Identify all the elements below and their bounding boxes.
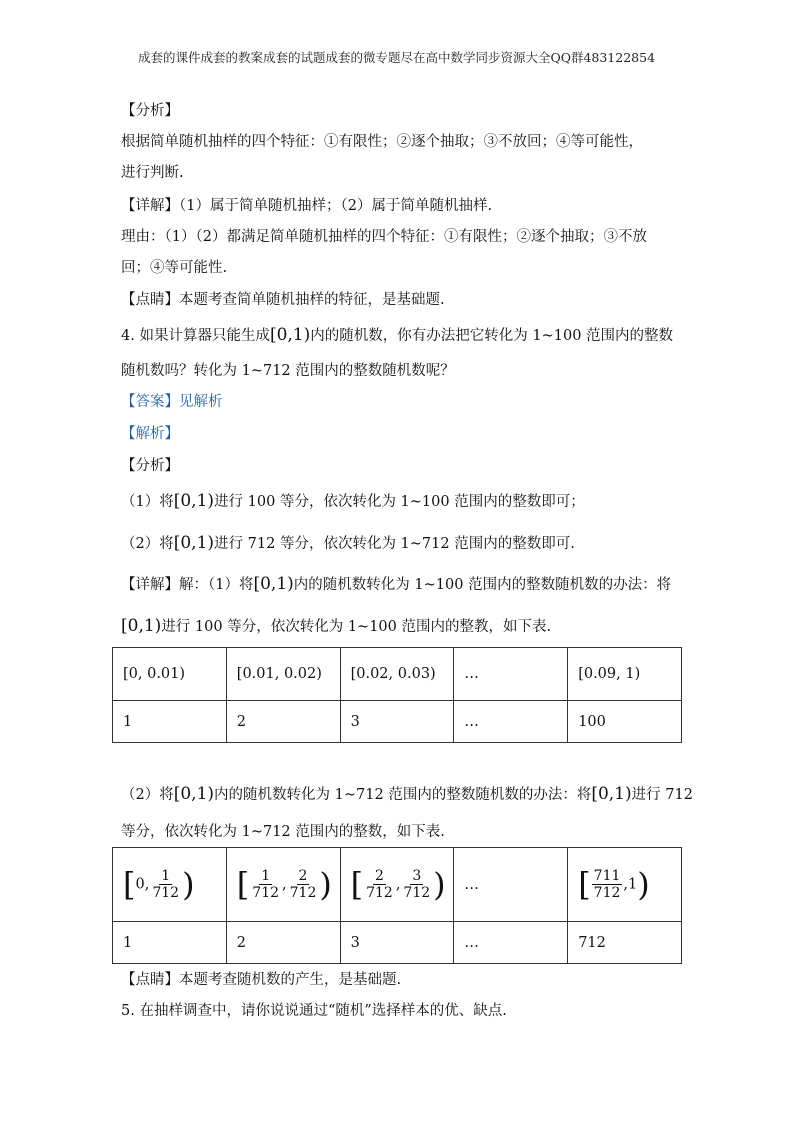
stem-text-b: 内的随机数，你有办法把它转化为 1~100 范围内的整数 bbox=[310, 328, 674, 344]
table-cell: 2 bbox=[226, 922, 340, 964]
table-cell: 100 bbox=[568, 701, 682, 743]
analysis-text-line-2: 进行判断. bbox=[121, 165, 184, 181]
table-cell: … bbox=[454, 848, 568, 922]
step-text: 进行 712 等分，依次转化为 1~712 范围内的整数即可. bbox=[214, 536, 575, 552]
table-cell: [ $\frac{1}{712}$ , $\frac{2}{712}$ ) bbox=[226, 848, 340, 922]
conversion-table-1 bbox=[112, 647, 682, 743]
table-cell: [0, $\frac{1}{712}$ ) bbox=[113, 848, 227, 922]
denominator: 712 bbox=[366, 885, 393, 901]
denominator: 712 bbox=[152, 885, 180, 901]
table-cell: 2 bbox=[226, 701, 340, 743]
table-cell: … bbox=[454, 701, 568, 743]
table-row bbox=[113, 648, 682, 701]
analysis-step-1 bbox=[121, 491, 585, 512]
question-4-stem-line-2: 随机数吗？转化为 1~712 范围内的整数随机数呢？ bbox=[121, 363, 455, 379]
left-bracket: [ bbox=[578, 865, 591, 904]
interval-expression: [0,1) bbox=[253, 574, 294, 594]
left-bracket: [ bbox=[123, 865, 136, 904]
numerator: 2 bbox=[374, 868, 384, 884]
detail-text-line-3: 回；④等可能性. bbox=[121, 260, 228, 276]
page-header: 成套的课件成套的教案成套的试题成套的微专题尽在高中数学同步资源大全QQ群483122854 bbox=[137, 50, 656, 65]
table-cell: [ $\frac{711}{712}$ ,1) bbox=[568, 848, 682, 922]
detail-text-line-1: 【详解】（1）属于简单随机抽样；（2）属于简单随机抽样. bbox=[121, 198, 493, 214]
question-4-stem-line-1 bbox=[121, 325, 673, 346]
table-row bbox=[113, 848, 682, 922]
denominator: 712 bbox=[403, 885, 431, 901]
denominator: 712 bbox=[593, 885, 621, 901]
table-row bbox=[113, 922, 682, 964]
table-cell: [ $\frac{2}{712}$ , $\frac{3}{712}$ ) bbox=[340, 848, 454, 922]
table-cell: [0, 0.01) bbox=[113, 648, 227, 701]
fraction bbox=[250, 868, 281, 901]
step-text: （2）将 bbox=[121, 536, 174, 552]
numerator: 1 bbox=[161, 868, 171, 884]
detail-text-line-2: 理由：（1）（2）都满足简单随机抽样的四个特征：①有限性；②逐个抽取；③不放 bbox=[121, 229, 647, 245]
interval-expression: [0,1) bbox=[173, 491, 215, 511]
detail-text: 内的随机数转化为 1~712 范围内的整数随机数的办法：将 bbox=[214, 787, 592, 803]
detail-step-1-line-2 bbox=[121, 616, 551, 637]
stem-text-a: 4. 如果计算器只能生成 bbox=[121, 328, 270, 344]
detail-text: 【详解】解：（1）将 bbox=[121, 577, 254, 593]
numerator: 2 bbox=[298, 868, 308, 884]
fraction bbox=[592, 868, 623, 901]
denominator: 712 bbox=[252, 885, 280, 901]
right-paren: ) bbox=[637, 865, 650, 904]
interval-expression: [0,1) bbox=[121, 616, 162, 636]
solution-tag: 【解析】 bbox=[121, 426, 179, 442]
table-cell: … bbox=[454, 922, 568, 964]
detail-text: 进行 712 bbox=[631, 787, 693, 803]
right-paren: ) bbox=[433, 865, 446, 904]
interval-end: 1 bbox=[628, 876, 638, 893]
table-cell: 1 bbox=[113, 701, 227, 743]
numerator: 711 bbox=[593, 868, 621, 884]
analysis-tag: 【分析】 bbox=[121, 103, 179, 119]
fraction bbox=[288, 868, 319, 901]
step-text: （1）将 bbox=[121, 494, 174, 510]
analysis-tag-q4: 【分析】 bbox=[121, 458, 179, 474]
detail-text: （2）将 bbox=[121, 787, 174, 803]
detail-step-2 bbox=[121, 784, 693, 805]
analysis-text-line-1: 根据简单随机抽样的四个特征：①有限性；②逐个抽取；③不放回；④等可能性， bbox=[121, 134, 643, 150]
numerator: 3 bbox=[412, 868, 422, 884]
question-5-stem: 5. 在抽样调查中，请你说说通过“随机”选择样本的优、缺点. bbox=[121, 1003, 507, 1019]
table-cell: 3 bbox=[340, 922, 454, 964]
left-bracket: [ bbox=[236, 865, 250, 904]
table-cell: 3 bbox=[340, 701, 454, 743]
interval-expression: [0,1) bbox=[591, 784, 632, 804]
table-cell: … bbox=[454, 648, 568, 701]
step-text: 进行 100 等分，依次转化为 1~100 范围内的整数即可； bbox=[214, 494, 585, 510]
fraction bbox=[364, 868, 395, 901]
interval-start: 0 bbox=[135, 876, 145, 893]
detail-step-1 bbox=[121, 574, 671, 595]
table-cell: [0.09, 1) bbox=[568, 648, 682, 701]
comment-text-q4: 【点睛】本题考查随机数的产生，是基础题. bbox=[121, 972, 402, 988]
fraction bbox=[401, 868, 432, 901]
numerator: 1 bbox=[261, 868, 271, 884]
interval-expression: [0,1) bbox=[269, 325, 311, 345]
table-cell: 712 bbox=[568, 922, 682, 964]
analysis-step-2 bbox=[121, 533, 575, 554]
interval-expression: [0,1) bbox=[173, 533, 215, 553]
right-paren: ) bbox=[319, 865, 332, 904]
left-bracket: [ bbox=[350, 865, 364, 904]
answer-tag: 【答案】见解析 bbox=[121, 394, 223, 410]
detail-text: 内的随机数转化为 1~100 范围内的整数随机数的办法：将 bbox=[293, 577, 672, 593]
interval-expression: [0,1) bbox=[173, 784, 215, 804]
detail-text: 进行 100 等分，依次转化为 1~100 范围内的整教，如下表. bbox=[161, 619, 552, 635]
table-cell: 1 bbox=[113, 922, 227, 964]
detail-step-2-line-2: 等分，依次转化为 1~712 范围内的整数，如下表. bbox=[121, 824, 445, 840]
table-row bbox=[113, 701, 682, 743]
comment-text: 【点睛】本题考查简单随机抽样的特征，是基础题. bbox=[121, 292, 445, 308]
table-cell: [0.02, 0.03) bbox=[340, 648, 454, 701]
denominator: 712 bbox=[289, 885, 317, 901]
conversion-table-2 bbox=[112, 847, 682, 964]
right-paren: ) bbox=[182, 865, 195, 904]
fraction bbox=[150, 868, 181, 901]
table-cell: [0.01, 0.02) bbox=[226, 648, 340, 701]
